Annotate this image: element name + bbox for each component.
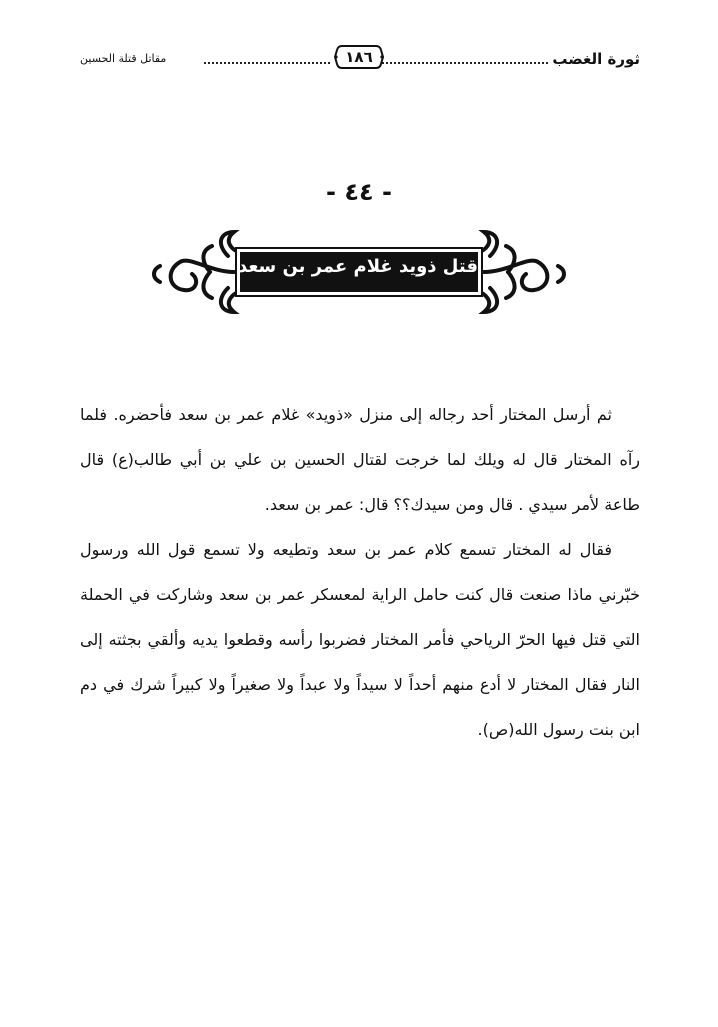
body-text — [80, 392, 640, 752]
chapter-title: قتل ذويد غلام عمر بن سعد — [237, 256, 478, 277]
chapter-title-banner — [150, 226, 568, 318]
page-number-frame — [334, 42, 384, 72]
page-header — [80, 40, 640, 80]
header-dotted-rule-right — [382, 62, 548, 64]
paragraph-2: فقال له المختار تسمع كلام عمر بن سعد وتطيعه ولا تسمع قول الله ورسول خبّرني ماذا صنعت قال كنت حامل الراية لمعسكر عمر بن سعد وشاركت في الحملة التي قتل فيها الحرّ الرياحي فأمر المختار فضربوا رأسه وقطعوا يديه وألقي بجثته إلى النار فقال المختار لا أدع منهم أحداً لا سيداً ولا عبداً ولا صغيراً ولا كبيراً شرك في دم ابن بنت رسول الله(ص). — [80, 540, 640, 739]
paragraph-1: ثم أرسل المختار أحد رجاله إلى منزل «ذويد» غلام عمر بن سعد فأحضره. فلما رآه المختار قال له ويلك لما خرجت لقتال الحسين بن علي بن أبي طالب(ع) قال طاعة لأمر سيدي . قال ومن سيدك؟؟ قال: عمر بن سعد. — [80, 405, 640, 514]
chapter-number: - ٤٤ - — [326, 178, 392, 206]
header-dotted-rule-left — [204, 62, 330, 64]
book-title: ثورة الغضب — [552, 50, 640, 68]
section-title: مقاتل قتلة الحسين — [80, 52, 167, 65]
page-number: ١٨٦ — [345, 48, 373, 66]
